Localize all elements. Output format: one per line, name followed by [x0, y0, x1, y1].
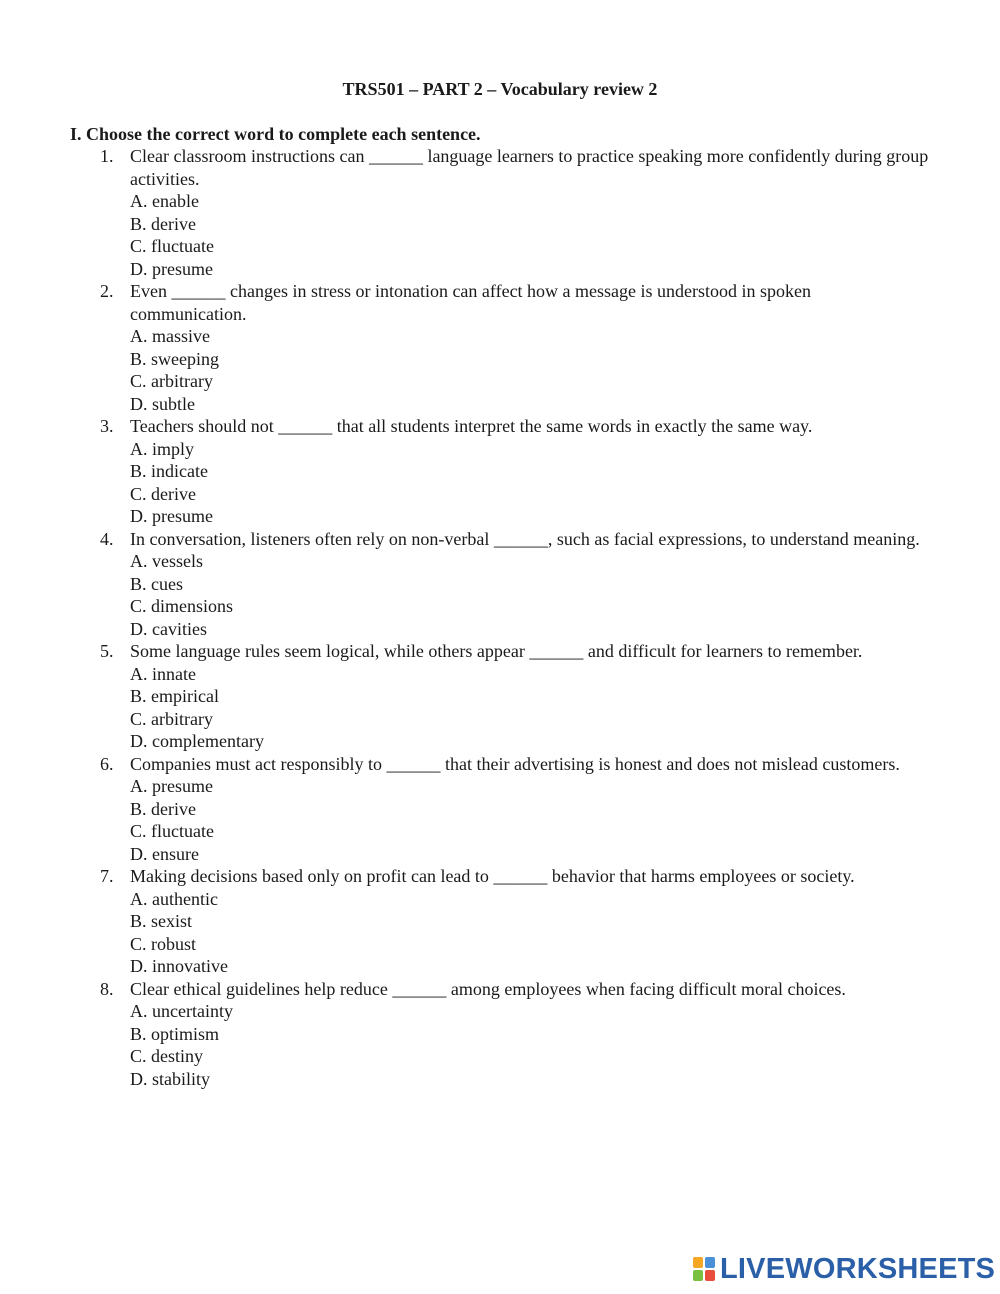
question-7 — [0, 865, 1000, 978]
question-text: Some language rules seem logical, while others appear ______ and difficult for learners to remember. — [130, 641, 863, 661]
option-c[interactable]: C. derive — [130, 483, 196, 504]
question-text: Companies must act responsibly to ______ that their advertising is honest and does not mislead customers. — [130, 753, 900, 774]
option-b[interactable]: B. sexist — [130, 911, 193, 931]
question-number: 4. — [100, 528, 114, 549]
option-d[interactable]: D. stability — [130, 1068, 210, 1089]
logo-square — [705, 1257, 715, 1268]
question-list — [0, 145, 1000, 1090]
option-d[interactable]: D. subtle — [130, 393, 195, 414]
question-text: Teachers should not ______ that all students interpret the same words in exactly the same way. — [130, 416, 813, 436]
option-b[interactable]: B. indicate — [130, 461, 208, 481]
question-number: 5. — [100, 641, 114, 661]
option-d[interactable]: D. presume — [130, 506, 213, 526]
option-c[interactable]: C. arbitrary — [130, 371, 213, 391]
option-b[interactable]: B. optimism — [130, 1023, 220, 1044]
option-c[interactable]: C. robust — [130, 933, 197, 954]
liveworksheets-logo-icon — [692, 1256, 716, 1282]
question-4 — [0, 528, 1000, 641]
option-a[interactable]: A. enable — [130, 191, 199, 211]
option-a[interactable]: A. vessels — [130, 551, 203, 571]
logo-text: LIVEWORKSHEETS — [720, 1252, 996, 1285]
question-2 — [0, 280, 1000, 415]
option-c[interactable]: C. fluctuate — [130, 821, 214, 841]
option-c[interactable]: C. destiny — [130, 1046, 204, 1066]
question-number: 7. — [100, 866, 114, 886]
question-text: In conversation, listeners often rely on non-verbal ______, such as facial expressions, to understand meaning. — [130, 528, 920, 549]
option-d[interactable]: D. ensure — [130, 843, 199, 864]
question-number: 8. — [100, 978, 114, 999]
question-3 — [0, 415, 1000, 528]
option-b[interactable]: B. sweeping — [130, 348, 219, 369]
question-1 — [0, 145, 1000, 280]
option-c[interactable]: C. arbitrary — [130, 708, 213, 729]
logo-square — [693, 1257, 703, 1268]
option-a[interactable]: A. authentic — [130, 888, 218, 909]
option-c[interactable]: C. fluctuate — [130, 236, 214, 256]
section-heading: I. Choose the correct word to complete each sentence. — [70, 124, 481, 144]
question-text: Making decisions based only on profit can lead to ______ behavior that harms employees or society. — [130, 866, 855, 886]
option-b[interactable]: B. derive — [130, 213, 196, 234]
option-b[interactable]: B. derive — [130, 798, 196, 819]
option-a[interactable]: A. presume — [130, 776, 213, 796]
option-a[interactable]: A. massive — [130, 326, 210, 346]
question-6 — [0, 753, 1000, 866]
question-text: Clear ethical guidelines help reduce ______ among employees when facing difficult moral choices. — [130, 978, 846, 999]
option-b[interactable]: B. cues — [130, 573, 183, 594]
question-number: 2. — [100, 281, 114, 301]
option-d[interactable]: D. innovative — [130, 956, 228, 976]
question-number: 6. — [100, 753, 114, 774]
option-a[interactable]: A. imply — [130, 438, 195, 459]
liveworksheets-logo[interactable] — [692, 1253, 995, 1285]
question-text: Clear classroom instructions can ______ language learners to practice speaking more confidently during group activities. — [130, 146, 929, 189]
page-title: TRS501 – PART 2 – Vocabulary review 2 — [342, 79, 658, 99]
logo-square — [705, 1270, 715, 1281]
question-5 — [0, 640, 1000, 753]
question-8 — [0, 978, 1000, 1091]
logo-square — [693, 1270, 703, 1281]
option-a[interactable]: A. innate — [130, 663, 196, 684]
question-number: 3. — [100, 416, 114, 436]
option-a[interactable]: A. uncertainty — [130, 1001, 233, 1021]
option-d[interactable]: D. complementary — [130, 731, 264, 751]
option-d[interactable]: D. cavities — [130, 618, 207, 639]
option-c[interactable]: C. dimensions — [130, 596, 234, 616]
question-number: 1. — [100, 146, 114, 166]
option-b[interactable]: B. empirical — [130, 686, 219, 706]
option-d[interactable]: D. presume — [130, 258, 213, 279]
question-text: Even ______ changes in stress or intonation can affect how a message is understood in spoken communication. — [130, 281, 812, 324]
